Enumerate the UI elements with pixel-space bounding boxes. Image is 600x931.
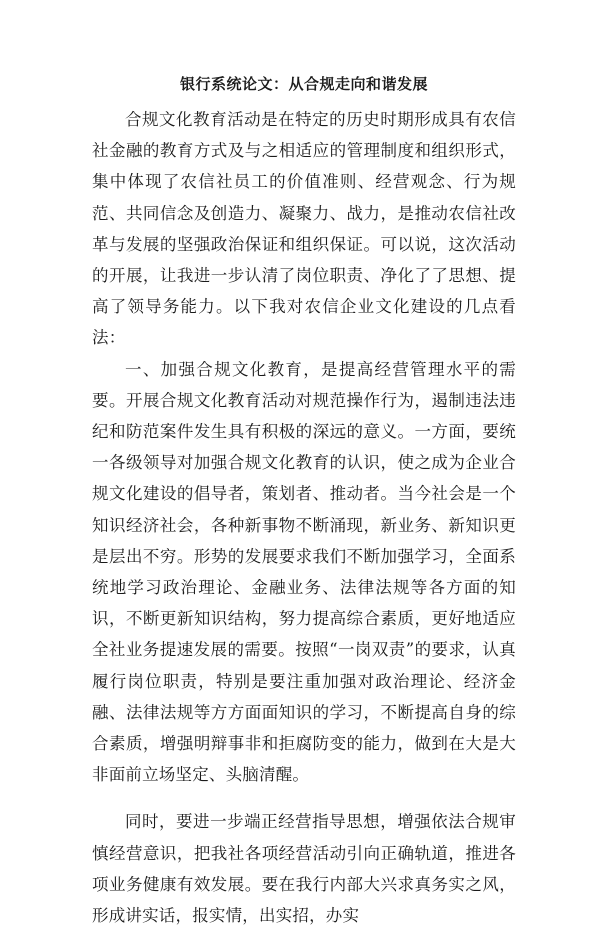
document-page <box>92 74 516 931</box>
paragraph-intro: 合规文化教育活动是在特定的历史时期形成具有农信社金融的教育方式及与之相适应的管理制度和组织形式，集中体现了农信社员工的价值准则、经营观念、行为规范、共同信念及创造力、凝聚力、战力，是推动农信社改革与发展的坚强政治保证和组织保证。可以说，这次活动的开展，让我进一步认清了岗位职责、净化了了思想、提高了领导务能力。以下我对农信企业文化建设的几点看法： <box>92 110 516 348</box>
document-title: 银行系统论文：从合规走向和谐发展 <box>179 75 428 93</box>
paragraph-section-one: 一、加强合规文化教育，是提高经营管理水平的需要。开展合规文化教育活动对规范操作行为，遏制违法违纪和防范案件发生具有积极的深远的意义。一方面，要统一各级领导对加强合规文化教育的认识，使之成为企业合规文化建设的倡导者，策划者、推动者。当今社会是一个知识经济社会，各种新事物不断涌现，新业务、新知识更是层出不穷。形势的发展要求我们不断加强学习，全面系统地学习政治理论、金融业务、法律法规等各方面的知识，不断更新知识结构，努力提高综合素质，更好地适应全社业务提速发展的需要。按照“一岗双责”的要求，认真履行岗位职责，特别是要注重加强对政治理论、经济金融、法律法规等方方面面知识的学习，不断提高自身的综合素质，增强明辩事非和拒腐防变的能力，做到在大是大非面前立场坚定、头脑清醒。 <box>92 359 516 785</box>
paragraph-meanwhile: 同时，要进一步端正经营指导思想，增强依法合规审慎经营意识，把我社各项经营活动引向正确轨道，推进各项业务健康有效发展。要在我行内部大兴求真务实之风，形成讲实话，报实情，出实招，办实 <box>92 812 516 926</box>
